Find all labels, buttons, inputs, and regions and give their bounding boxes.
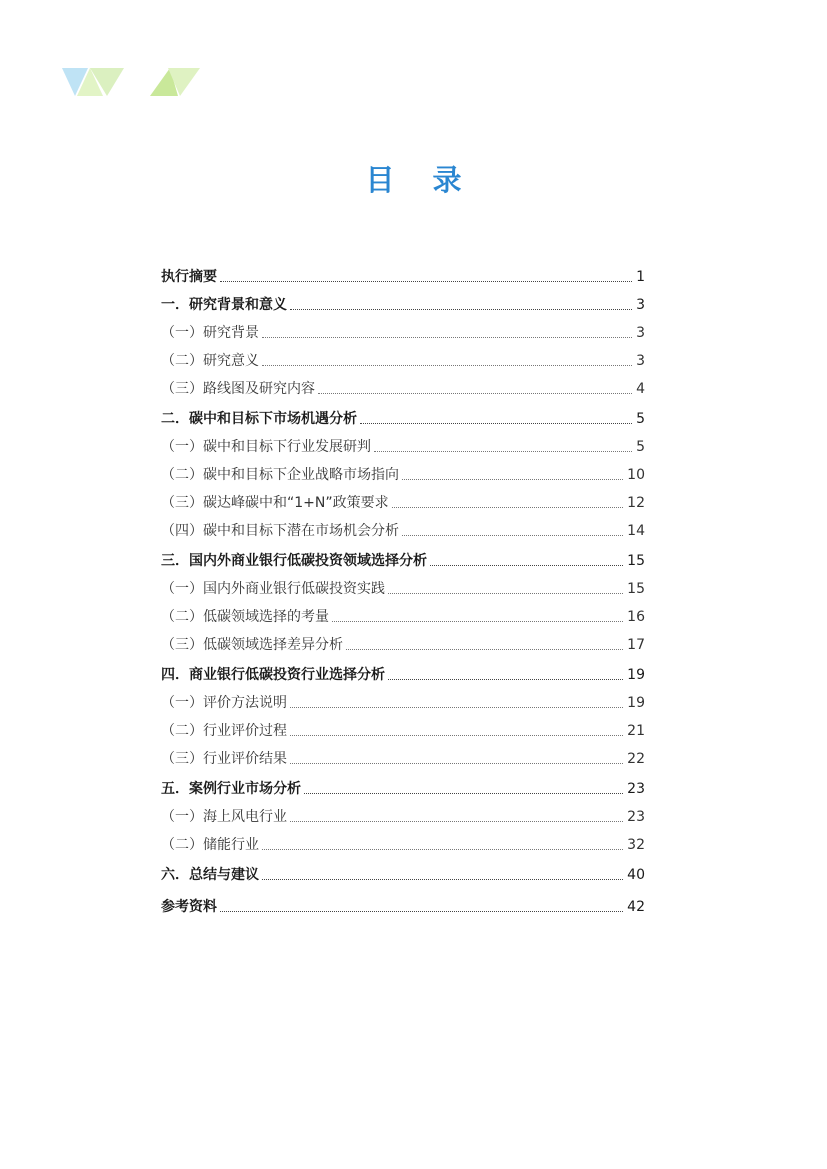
toc-page-number: 4 xyxy=(636,381,645,397)
toc-page-number: 22 xyxy=(627,751,645,767)
toc-dot-leader xyxy=(262,337,632,338)
toc-page-number: 5 xyxy=(636,439,645,455)
toc-dot-leader xyxy=(402,535,623,536)
toc-subsection-entry[interactable] xyxy=(161,378,645,400)
toc-page-number: 3 xyxy=(636,325,645,341)
toc-page-number: 12 xyxy=(627,495,645,511)
toc-page-number: 19 xyxy=(627,667,645,683)
toc-section-entry[interactable] xyxy=(161,896,645,918)
toc-entry-label: （一）国内外商业银行低碳投资实践 xyxy=(161,581,385,597)
toc-entry-label: 四．商业银行低碳投资行业选择分析 xyxy=(161,667,385,683)
toc-entry-label: （一）评价方法说明 xyxy=(161,695,287,711)
toc-section-entry[interactable] xyxy=(161,664,645,686)
toc-dot-leader xyxy=(220,281,632,282)
toc-section-entry[interactable] xyxy=(161,294,645,316)
toc-entry-label: （一）研究背景 xyxy=(161,325,259,341)
toc-dot-leader xyxy=(262,849,623,850)
toc-entry-label: 二．碳中和目标下市场机遇分析 xyxy=(161,411,357,427)
toc-page-number: 3 xyxy=(636,353,645,369)
toc-dot-leader xyxy=(402,479,623,480)
toc-page-number: 3 xyxy=(636,297,645,313)
toc-dot-leader xyxy=(290,763,623,764)
toc-entry-label: （二）低碳领域选择的考量 xyxy=(161,609,329,625)
toc-entry-label: 三．国内外商业银行低碳投资领域选择分析 xyxy=(161,553,427,569)
toc-dot-leader xyxy=(392,507,624,508)
toc-section-entry[interactable] xyxy=(161,864,645,886)
toc-subsection-entry[interactable] xyxy=(161,520,645,542)
toc-dot-leader xyxy=(374,451,632,452)
toc-entry-label: （三）行业评价结果 xyxy=(161,751,287,767)
toc-subsection-entry[interactable] xyxy=(161,806,645,828)
toc-subsection-entry[interactable] xyxy=(161,322,645,344)
toc-page-number: 42 xyxy=(627,899,645,915)
toc-entry-label: （三）碳达峰碳中和“1+N”政策要求 xyxy=(161,495,389,511)
toc-section-entry[interactable] xyxy=(161,408,645,430)
toc-page-number: 15 xyxy=(627,553,645,569)
toc-subsection-entry[interactable] xyxy=(161,464,645,486)
page-title: 目 录 xyxy=(365,163,476,197)
toc-dot-leader xyxy=(220,911,623,912)
toc-dot-leader xyxy=(290,707,623,708)
toc-dot-leader xyxy=(346,649,623,650)
toc-entry-label: （三）路线图及研究内容 xyxy=(161,381,315,397)
toc-dot-leader xyxy=(304,793,623,794)
toc-entry-label: 一．研究背景和意义 xyxy=(161,297,287,313)
toc-entry-label: 六．总结与建议 xyxy=(161,867,259,883)
toc-subsection-entry[interactable] xyxy=(161,720,645,742)
toc-page-number: 10 xyxy=(627,467,645,483)
toc-subsection-entry[interactable] xyxy=(161,436,645,458)
toc-page-number: 5 xyxy=(636,411,645,427)
toc-entry-label: （二）碳中和目标下企业战略市场指向 xyxy=(161,467,399,483)
toc-section-entry[interactable] xyxy=(161,778,645,800)
toc-page-number: 14 xyxy=(627,523,645,539)
toc-subsection-entry[interactable] xyxy=(161,492,645,514)
toc-subsection-entry[interactable] xyxy=(161,634,645,656)
toc-entry-label: （二）研究意义 xyxy=(161,353,259,369)
toc-entry-label: （三）低碳领域选择差异分析 xyxy=(161,637,343,653)
toc-subsection-entry[interactable] xyxy=(161,606,645,628)
toc-page-number: 17 xyxy=(627,637,645,653)
toc-section-entry[interactable] xyxy=(161,266,645,288)
toc-entry-label: （一）海上风电行业 xyxy=(161,809,287,825)
toc-entry-label: 五．案例行业市场分析 xyxy=(161,781,301,797)
toc-page-number: 19 xyxy=(627,695,645,711)
toc-subsection-entry[interactable] xyxy=(161,578,645,600)
toc-entry-label: （二）储能行业 xyxy=(161,837,259,853)
triangle-logo xyxy=(62,68,202,98)
toc-entry-label: 执行摘要 xyxy=(161,269,217,285)
toc-entry-label: （一）碳中和目标下行业发展研判 xyxy=(161,439,371,455)
toc-entry-label: 参考资料 xyxy=(161,899,217,915)
toc-subsection-entry[interactable] xyxy=(161,748,645,770)
toc-dot-leader xyxy=(388,679,623,680)
toc-page-number: 23 xyxy=(627,809,645,825)
toc-page-number: 16 xyxy=(627,609,645,625)
toc-subsection-entry[interactable] xyxy=(161,834,645,856)
toc-page-number: 1 xyxy=(636,269,645,285)
toc-dot-leader xyxy=(290,309,632,310)
toc-entry-label: （四）碳中和目标下潜在市场机会分析 xyxy=(161,523,399,539)
toc-dot-leader xyxy=(262,365,632,366)
toc-dot-leader xyxy=(360,423,632,424)
toc-entry-label: （二）行业评价过程 xyxy=(161,723,287,739)
toc-dot-leader xyxy=(290,735,623,736)
toc-dot-leader xyxy=(262,879,623,880)
toc-subsection-entry[interactable] xyxy=(161,692,645,714)
toc-section-entry[interactable] xyxy=(161,550,645,572)
toc-subsection-entry[interactable] xyxy=(161,350,645,372)
toc-dot-leader xyxy=(290,821,623,822)
toc-dot-leader xyxy=(332,621,623,622)
toc-page-number: 40 xyxy=(627,867,645,883)
toc-dot-leader xyxy=(430,565,623,566)
toc-dot-leader xyxy=(318,393,632,394)
toc-dot-leader xyxy=(388,593,623,594)
toc-page-number: 23 xyxy=(627,781,645,797)
toc-page-number: 21 xyxy=(627,723,645,739)
toc-page-number: 15 xyxy=(627,581,645,597)
toc-page-number: 32 xyxy=(627,837,645,853)
